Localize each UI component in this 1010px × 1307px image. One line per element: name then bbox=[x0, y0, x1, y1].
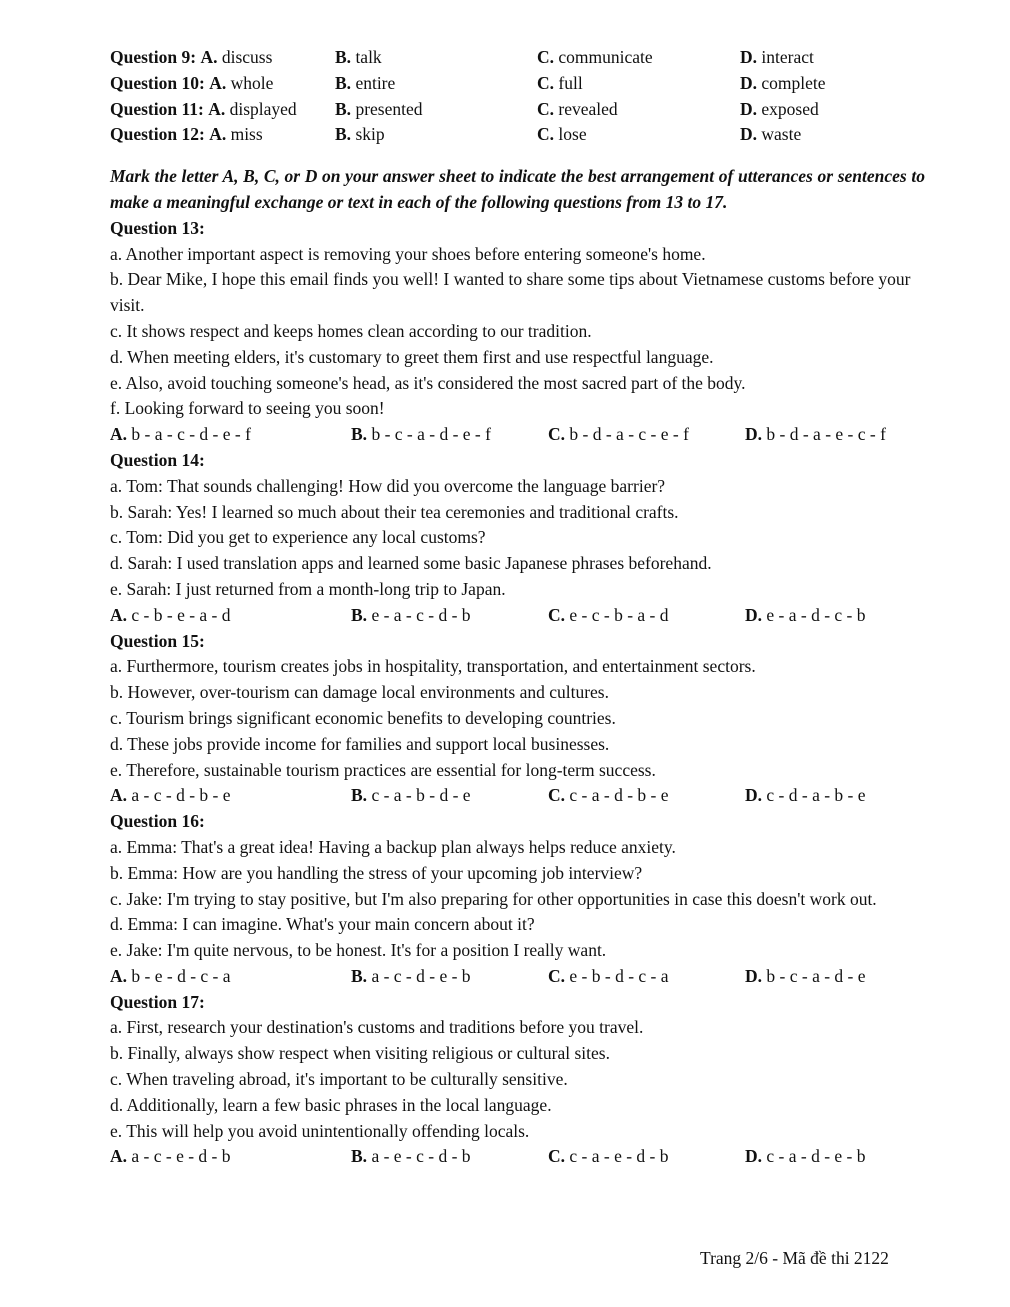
option-text: entire bbox=[355, 72, 396, 93]
answer-row bbox=[110, 1144, 925, 1170]
question-sentence: d. Additionally, learn a few basic phrases in the local language. bbox=[110, 1094, 552, 1115]
option-text: c - d - a - b - e bbox=[766, 785, 866, 806]
vocab-options-block bbox=[110, 45, 925, 148]
answer-option[interactable] bbox=[351, 964, 548, 990]
answer-option[interactable] bbox=[110, 97, 335, 123]
option-text: waste bbox=[761, 124, 802, 145]
question-sentence: e. Also, avoid touching someone's head, as it's considered the most sacred part of the body. bbox=[110, 372, 746, 393]
question-sentence: b. Sarah: Yes! I learned so much about their tea ceremonies and traditional crafts. bbox=[110, 501, 679, 522]
option-letter: C. bbox=[548, 604, 566, 625]
option-letter: C. bbox=[548, 965, 566, 986]
question-sentence: b. Dear Mike, I hope this email finds you well! I wanted to share some tips about Vietnamese customs before your visit. bbox=[110, 269, 911, 316]
answer-option[interactable] bbox=[110, 783, 351, 809]
question-option-row bbox=[110, 122, 925, 148]
answer-option[interactable] bbox=[537, 122, 740, 148]
answer-option[interactable] bbox=[351, 1144, 548, 1170]
option-text: c - a - d - e - b bbox=[766, 1146, 866, 1167]
option-text: b - c - a - d - e bbox=[766, 965, 866, 986]
question-sentence: f. Looking forward to seeing you soon! bbox=[110, 398, 385, 419]
option-text: e - a - d - c - b bbox=[766, 604, 866, 625]
answer-option[interactable] bbox=[548, 964, 745, 990]
answer-option[interactable] bbox=[740, 45, 925, 71]
option-letter: C. bbox=[537, 98, 555, 119]
question-title: Question 14: bbox=[110, 449, 205, 470]
answer-option[interactable] bbox=[110, 1144, 351, 1170]
question-sentence: a. First, research your destination's customs and traditions before you travel. bbox=[110, 1017, 644, 1038]
question-sentence: c. It shows respect and keeps homes clean according to our tradition. bbox=[110, 320, 592, 341]
option-text: c - a - d - b - e bbox=[569, 785, 669, 806]
answer-row bbox=[110, 603, 925, 629]
option-letter: B. bbox=[351, 604, 368, 625]
question-label: Question 10: bbox=[110, 72, 205, 93]
option-letter: B. bbox=[351, 785, 368, 806]
answer-option[interactable] bbox=[745, 783, 925, 809]
option-text: whole bbox=[230, 72, 274, 93]
option-text: exposed bbox=[761, 98, 819, 119]
option-text: a - c - d - e - b bbox=[371, 965, 471, 986]
option-text: b - e - d - c - a bbox=[131, 965, 231, 986]
answer-option[interactable] bbox=[537, 97, 740, 123]
option-text: lose bbox=[558, 124, 587, 145]
page-footer: Trang 2/6 - Mã đề thi 2122 bbox=[700, 1248, 889, 1268]
option-text: c - a - b - d - e bbox=[371, 785, 471, 806]
question-sentence: b. Emma: How are you handling the stress of your upcoming job interview? bbox=[110, 862, 643, 883]
option-letter: D. bbox=[745, 965, 763, 986]
answer-row bbox=[110, 964, 925, 990]
option-text: skip bbox=[355, 124, 385, 145]
option-letter: C. bbox=[548, 785, 566, 806]
question-label: Question 9: bbox=[110, 47, 197, 67]
question-title: Question 16: bbox=[110, 811, 205, 832]
option-letter: A. bbox=[110, 1146, 128, 1167]
answer-option[interactable] bbox=[745, 1144, 925, 1170]
option-letter: A. bbox=[209, 72, 227, 93]
answer-option[interactable] bbox=[745, 964, 925, 990]
question-sentence: c. Tom: Did you get to experience any local customs? bbox=[110, 527, 486, 548]
option-text: miss bbox=[230, 124, 263, 145]
option-letter: B. bbox=[335, 72, 352, 93]
option-text: c - a - e - d - b bbox=[569, 1146, 669, 1167]
option-letter: D. bbox=[740, 124, 758, 145]
answer-option[interactable] bbox=[110, 964, 351, 990]
option-letter: C. bbox=[537, 47, 555, 67]
option-letter: B. bbox=[351, 1146, 368, 1167]
answer-option[interactable] bbox=[548, 783, 745, 809]
option-text: full bbox=[558, 72, 583, 93]
option-letter: A. bbox=[110, 604, 128, 625]
answer-row bbox=[110, 783, 925, 809]
option-letter: A. bbox=[209, 124, 227, 145]
option-letter: C. bbox=[548, 424, 566, 445]
option-text: c - b - e - a - d bbox=[131, 604, 231, 625]
answer-option[interactable] bbox=[335, 122, 537, 148]
option-text: b - d - a - c - e - f bbox=[569, 424, 689, 445]
option-letter: B. bbox=[335, 98, 352, 119]
arrangement-questions bbox=[110, 216, 925, 1170]
question-label: Question 11: bbox=[110, 98, 204, 119]
question-label: Question 12: bbox=[110, 124, 205, 145]
question-sentence: a. Another important aspect is removing your shoes before entering someone's home. bbox=[110, 243, 706, 264]
question-option-row bbox=[110, 71, 925, 97]
question-sentence: e. Sarah: I just returned from a month-long trip to Japan. bbox=[110, 578, 506, 599]
answer-option[interactable] bbox=[335, 45, 537, 71]
option-text: a - c - e - d - b bbox=[131, 1146, 231, 1167]
answer-option[interactable] bbox=[537, 71, 740, 97]
option-letter: D. bbox=[740, 47, 758, 67]
option-letter: C. bbox=[537, 124, 555, 145]
option-text: revealed bbox=[558, 98, 618, 119]
question-title: Question 17: bbox=[110, 991, 205, 1012]
answer-option[interactable] bbox=[740, 122, 925, 148]
answer-option[interactable] bbox=[548, 1144, 745, 1170]
answer-option[interactable] bbox=[110, 45, 335, 71]
question-sentence: d. These jobs provide income for families and support local businesses. bbox=[110, 733, 610, 754]
question-title: Question 15: bbox=[110, 630, 205, 651]
answer-option[interactable] bbox=[740, 71, 925, 97]
question-sentence: c. When traveling abroad, it's important to be culturally sensitive. bbox=[110, 1069, 568, 1090]
question-sentence: c. Tourism brings significant economic benefits to developing countries. bbox=[110, 707, 616, 728]
option-letter: A. bbox=[110, 965, 128, 986]
option-text: discuss bbox=[221, 47, 273, 67]
exam-page bbox=[110, 45, 925, 1170]
answer-option[interactable] bbox=[745, 603, 925, 629]
option-text: displayed bbox=[229, 98, 297, 119]
option-letter: B. bbox=[351, 424, 368, 445]
option-text: b - d - a - e - c - f bbox=[766, 424, 886, 445]
option-text: communicate bbox=[558, 47, 653, 67]
question-sentence: c. Jake: I'm trying to stay positive, but I'm also preparing for other opportunities in case this doesn't work out. bbox=[110, 888, 877, 909]
option-letter: D. bbox=[745, 424, 763, 445]
option-letter: A. bbox=[208, 98, 226, 119]
answer-option[interactable] bbox=[745, 422, 925, 448]
option-text: b - c - a - d - e - f bbox=[371, 424, 491, 445]
question-option-row bbox=[110, 97, 925, 123]
question-title: Question 13: bbox=[110, 217, 205, 238]
answer-option[interactable] bbox=[110, 122, 335, 148]
option-letter: B. bbox=[335, 47, 352, 67]
instruction-text: Mark the letter A, B, C, or D on your answer sheet to indicate the best arrangement of utterances or sentences to make a meaningful exchange or text in each of the following questions from 13 to 17. bbox=[110, 166, 925, 212]
answer-option[interactable] bbox=[335, 97, 537, 123]
option-text: talk bbox=[355, 47, 382, 67]
option-text: complete bbox=[761, 72, 826, 93]
option-letter: A. bbox=[110, 424, 128, 445]
question-sentence: b. However, over-tourism can damage local environments and cultures. bbox=[110, 682, 609, 703]
option-text: b - a - c - d - e - f bbox=[131, 424, 251, 445]
option-letter: D. bbox=[740, 72, 758, 93]
answer-option[interactable] bbox=[740, 97, 925, 123]
answer-option[interactable] bbox=[351, 783, 548, 809]
question-sentence: d. When meeting elders, it's customary to greet them first and use respectful language. bbox=[110, 346, 714, 367]
question-sentence: b. Finally, always show respect when visiting religious or cultural sites. bbox=[110, 1043, 610, 1064]
question-sentence: d. Sarah: I used translation apps and learned some basic Japanese phrases beforehand. bbox=[110, 553, 712, 574]
question-sentence: a. Furthermore, tourism creates jobs in hospitality, transportation, and entertainment sectors. bbox=[110, 656, 756, 677]
question-option-row bbox=[110, 45, 925, 71]
question-sentence: d. Emma: I can imagine. What's your main concern about it? bbox=[110, 914, 535, 935]
option-letter: B. bbox=[351, 965, 368, 986]
answer-option[interactable] bbox=[351, 603, 548, 629]
option-text: interact bbox=[761, 47, 814, 67]
question-sentence: e. Jake: I'm quite nervous, to be honest. It's for a position I really want. bbox=[110, 940, 607, 961]
option-letter: D. bbox=[745, 1146, 763, 1167]
question-sentence: a. Tom: That sounds challenging! How did you overcome the language barrier? bbox=[110, 475, 666, 496]
question-sentence: e. This will help you avoid unintentionally offending locals. bbox=[110, 1120, 530, 1141]
answer-option[interactable] bbox=[110, 422, 351, 448]
answer-option[interactable] bbox=[548, 603, 745, 629]
option-letter: D. bbox=[740, 98, 758, 119]
option-letter: B. bbox=[335, 124, 352, 145]
option-letter: C. bbox=[548, 1146, 566, 1167]
answer-option[interactable] bbox=[548, 422, 745, 448]
option-text: a - e - c - d - b bbox=[371, 1146, 471, 1167]
question-sentence: a. Emma: That's a great idea! Having a backup plan always helps reduce anxiety. bbox=[110, 836, 676, 857]
answer-option[interactable] bbox=[335, 71, 537, 97]
option-letter: D. bbox=[745, 604, 763, 625]
option-text: presented bbox=[355, 98, 423, 119]
option-text: e - b - d - c - a bbox=[569, 965, 669, 986]
answer-option[interactable] bbox=[110, 71, 335, 97]
option-letter: D. bbox=[745, 785, 763, 806]
answer-option[interactable] bbox=[110, 603, 351, 629]
option-text: e - c - b - a - d bbox=[569, 604, 669, 625]
option-letter: A. bbox=[200, 47, 218, 67]
question-sentence: e. Therefore, sustainable tourism practices are essential for long-term success. bbox=[110, 759, 656, 780]
option-letter: C. bbox=[537, 72, 555, 93]
answer-option[interactable] bbox=[351, 422, 548, 448]
answer-option[interactable] bbox=[537, 45, 740, 71]
option-letter: A. bbox=[110, 785, 128, 806]
option-text: a - c - d - b - e bbox=[131, 785, 231, 806]
option-text: e - a - c - d - b bbox=[371, 604, 471, 625]
answer-row bbox=[110, 422, 925, 448]
